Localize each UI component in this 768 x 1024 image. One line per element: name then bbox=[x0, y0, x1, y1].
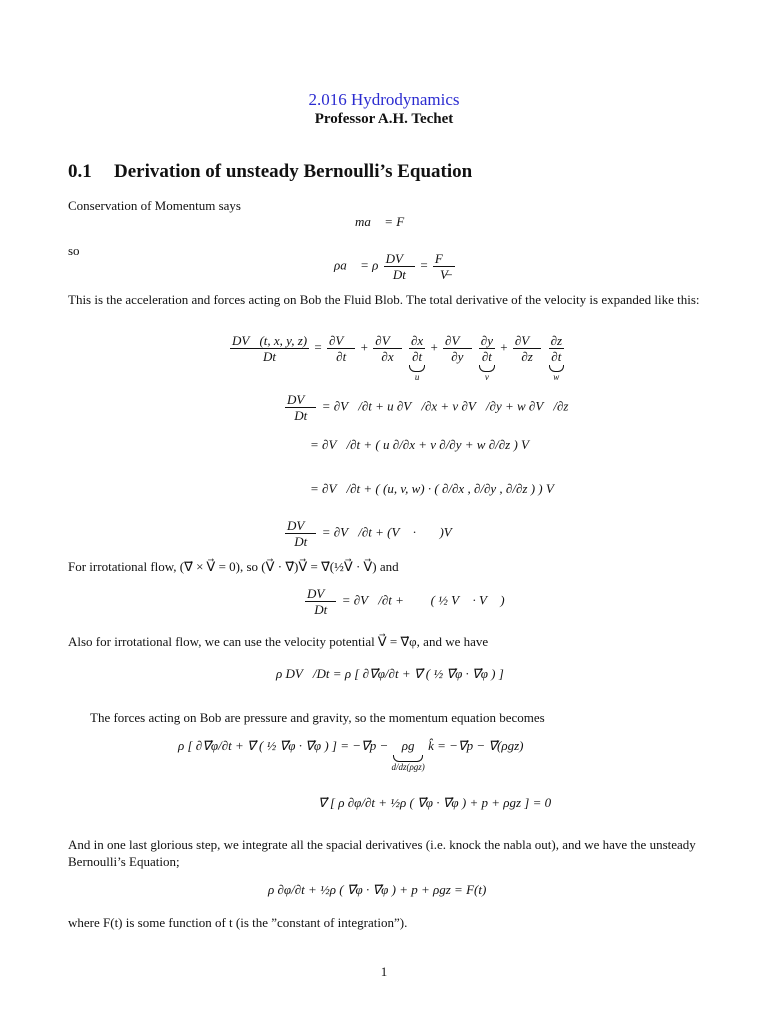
paragraph-conservation: Conservation of Momentum says bbox=[68, 198, 241, 213]
equation-total-derivative: $\frac{DV⃗(t, x, y, z)}{Dt}$ = $\frac{\partial V⃗}{\partial t}$ + $\frac{\partial V⃗}{\partial x}$ $\frac{\partial x}{\partial t}$ u + $\frac{\partial V⃗}{\partial y}$ $\frac{\partial y}{\partial t}$ v + $\frac{\partial V⃗}{\partial z}$ $\frac{\partial z}{\partial t}$ w bbox=[232, 333, 563, 382]
equation-rho-a: ρa⃗ = ρ $\frac{DV⃗}{Dt}$ = $\frac{F⃗}{V̶}$ bbox=[334, 251, 453, 282]
document-author: Professor A.H. Techet bbox=[314, 111, 454, 127]
paragraph-irrotational: For irrotational flow, (∇⃗ × V⃗ = 0), so (V⃗ · ∇⃗)V⃗ = ∇⃗(½V⃗ · V⃗) and bbox=[68, 559, 399, 574]
equation-dot-form: = ∂V⃗/∂t + ( (u, v, w) · ( ∂/∂x , ∂/∂y , ∂/∂z ) ) V⃗ bbox=[310, 481, 564, 496]
paragraph-constant: where F(t) is some function of t (is the ”constant of integration”). bbox=[68, 915, 408, 930]
page-number: 1 bbox=[380, 964, 388, 979]
equation-gradient-zero: ∇⃗ [ ρ ∂φ/∂t + ½ρ ( ∇⃗φ · ∇⃗φ ) + p + ρgz ] = 0 bbox=[318, 795, 552, 810]
equation-convective-form: $\frac{DV⃗}{Dt}$ = ∂V⃗/∂t + (V⃗ · ∇⃗)V⃗ bbox=[287, 518, 462, 549]
equation-forces: ρ [ ∂∇⃗φ/∂t + ∇⃗ ( ½ ∇⃗φ · ∇⃗φ ) ] = −∇⃗p − ρg d/dz(ρgz) k̂ = −∇⃗p − ∇⃗(ρgz) bbox=[178, 738, 524, 772]
paragraph-acceleration: This is the acceleration and forces acting on Bob the Fluid Blob. The total derivative of the velocity is expanded like this: bbox=[68, 292, 700, 307]
paragraph-so: so bbox=[68, 243, 80, 258]
equation-newton: ma⃗ = F⃗ bbox=[355, 214, 415, 229]
section-heading bbox=[68, 161, 472, 183]
section-number: 0.1 bbox=[68, 161, 92, 182]
paragraph-velocity-potential: Also for irrotational flow, we can use the velocity potential V⃗ = ∇⃗φ, and we have bbox=[68, 634, 489, 649]
equation-material-derivative: $\frac{DV⃗}{Dt}$ = ∂V⃗/∂t + u ∂V⃗/∂x + v ∂V⃗/∂y + w ∂V⃗/∂z bbox=[287, 392, 569, 423]
paragraph-forces: The forces acting on Bob are pressure and gravity, so the momentum equation becomes bbox=[90, 710, 545, 725]
document-title: 2.016 Hydrodynamics bbox=[308, 90, 460, 109]
section-title: Derivation of unsteady Bernoulli’s Equation bbox=[114, 161, 473, 182]
equation-operator-form: = ∂V⃗/∂t + ( u ∂/∂x + v ∂/∂y + w ∂/∂z ) V⃗ bbox=[310, 437, 540, 452]
equation-irrotational-derivative: $\frac{DV⃗}{Dt}$ = ∂V⃗/∂t + ∇⃗ ( ½ V⃗ · V⃗ ) bbox=[307, 586, 505, 617]
paragraph-integration: And in one last glorious step, we integrate all the spacial derivatives (i.e. knock the nabla out), and we have the unsteady Bernoulli’s Equation; bbox=[68, 837, 696, 869]
equation-potential-momentum: ρ DV⃗/Dt = ρ [ ∂∇⃗φ/∂t + ∇⃗ ( ½ ∇⃗φ · ∇⃗φ ) ] bbox=[276, 666, 504, 681]
equation-bernoulli-unsteady: ρ ∂φ/∂t + ½ρ ( ∇⃗φ · ∇⃗φ ) + p + ρgz = F(t) bbox=[268, 882, 487, 897]
